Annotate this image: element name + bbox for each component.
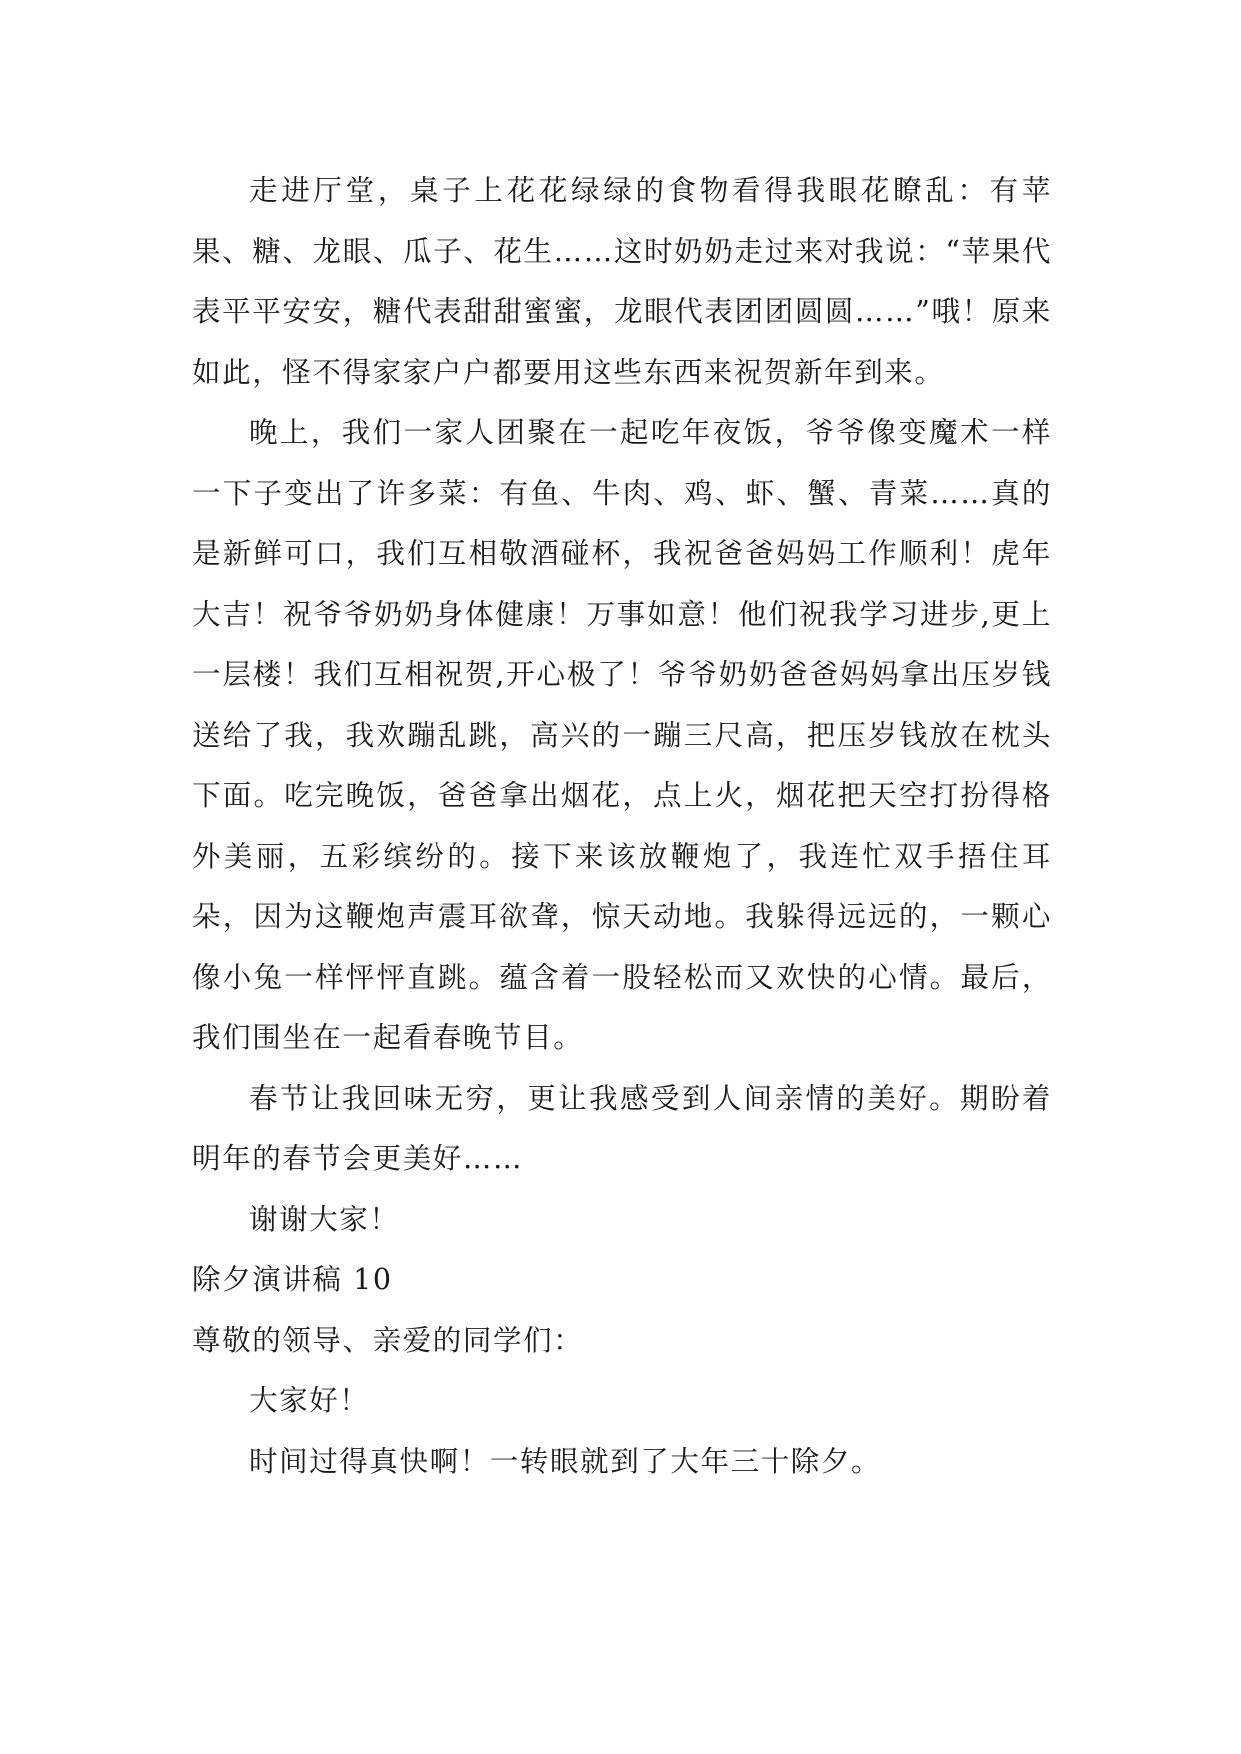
paragraph-thanks: 谢谢大家！ bbox=[249, 1202, 400, 1236]
greeting: 大家好！ bbox=[249, 1384, 370, 1417]
closing-line: 时间过得真快啊！一转眼就到了大年三十除夕。 bbox=[249, 1444, 882, 1478]
salutation: 尊敬的领导、亲爱的同学们： bbox=[192, 1323, 584, 1357]
section-title: 除夕演讲稿 10 bbox=[192, 1263, 393, 1296]
paragraph-spring-festival: 春节让我回味无穷，更让我感受到人间亲情的美好。期盼着明年的春节会更美好…… bbox=[192, 1081, 1052, 1175]
paragraph-arrival: 走进厅堂，桌子上花花绿绿的食物看得我眼花瞭乱：有苹果、糖、龙眼、瓜子、花生……这时奶奶走过来对我说：“苹果代表平平安安，糖代表甜甜蜜蜜，龙眼代表团团圆圆……”哦！原来如此，怪不得家家户户都要用这些东西来祝贺新年到来。 bbox=[192, 174, 1052, 389]
paragraph-dinner: 晚上，我们一家人团聚在一起吃年夜饭，爷爷像变魔术一样一下子变出了许多菜：有鱼、牛肉、鸡、虾、蟹、青菜……真的是新鲜可口，我们互相敬酒碰杯，我祝爸爸妈妈工作顺利！虎年大吉！祝爷爷奶奶身体健康！万事如意！他们祝我学习进步,更上一层楼！我们互相祝贺,开心极了！爷爷奶奶爸爸妈妈拿出压岁钱送给了我，我欢蹦乱跳，高兴的一蹦三尺高，把压岁钱放在枕头下面。吃完晚饭，爸爸拿出烟花，点上火，烟花把天空打扮得格外美丽，五彩缤纷的。接下来该放鞭炮了，我连忙双手捂住耳朵，因为这鞭炮声震耳欲聋，惊天动地。我躲得远远的，一颗心像小兔一样怦怦直跳。蕴含着一股轻松而又欢快的心情。最后，我们围坐在一起看春晚节目。 bbox=[192, 416, 1052, 1054]
document-body bbox=[192, 161, 1052, 1492]
